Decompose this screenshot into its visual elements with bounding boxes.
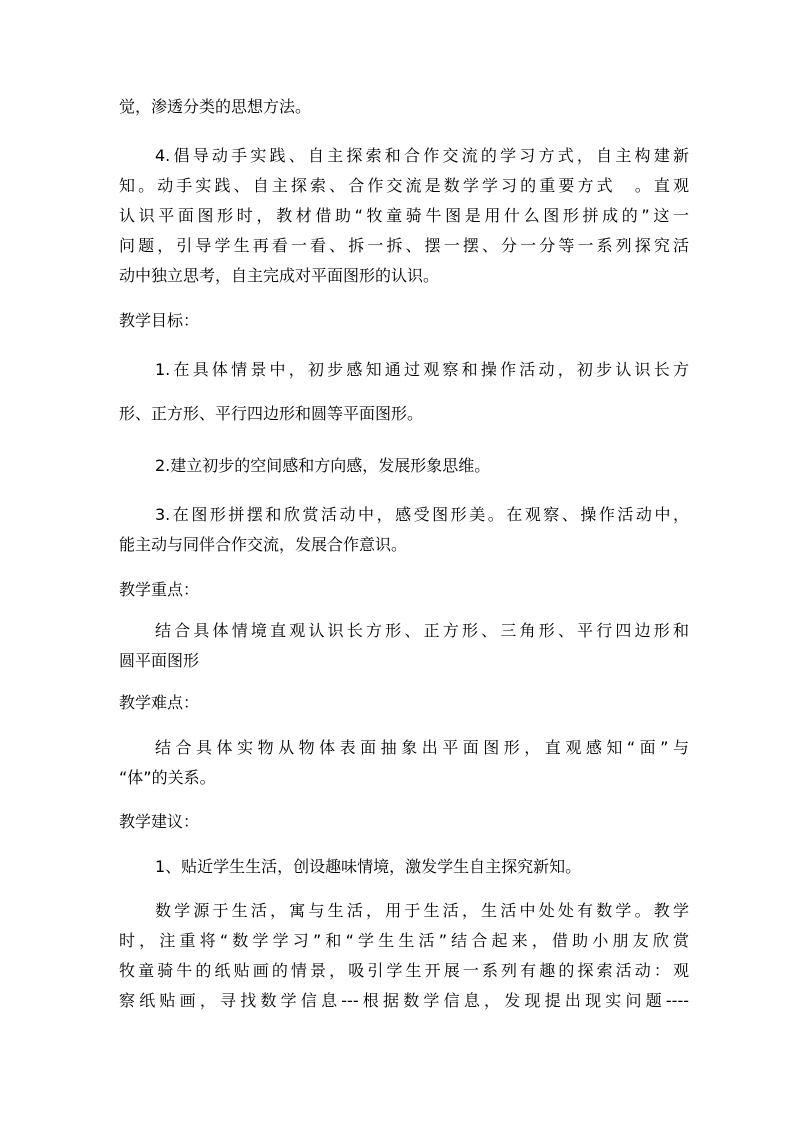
paragraph-line: 1.在具体情景中，初步感知通过观察和操作活动，初步认识长方 — [155, 360, 689, 379]
paragraph-line: “体”的关系。 — [119, 768, 216, 787]
paragraph-line: 3.在图形拼摆和欣赏活动中，感受图形美。在观察、操作活动中， — [155, 505, 689, 524]
section-heading: 教学难点： — [119, 693, 200, 712]
paragraph-line: 牧童骑牛的纸贴画的情景，吸引学生开展一系列有趣的探索活动：观 — [119, 961, 689, 980]
paragraph-line: 时，注重将“数学学习”和“学生生活”结合起来，借助小朋友欣赏 — [119, 931, 689, 950]
paragraph-line: 认识平面图形时，教材借助“牧童骑牛图是用什么图形拼成的”这一 — [119, 206, 689, 225]
section-heading: 教学建议： — [119, 812, 200, 831]
paragraph-line: 察纸贴画，寻找数学信息---根据数学信息，发现提出现实问题---- — [119, 991, 689, 1010]
paragraph-line: 数学源于生活，寓与生活，用于生活，生活中处处有数学。教学 — [155, 901, 689, 920]
paragraph-line: 知。动手实践、自主探索、合作交流是数学学习的重要方式 。直观 — [119, 176, 689, 195]
section-heading: 教学重点： — [119, 580, 200, 599]
text-line: 觉，渗透分类的思想方法。 — [119, 97, 312, 116]
paragraph-line: 问题，引导学生再看一看、拆一拆、摆一摆、分一分等一系列探究活 — [119, 236, 689, 255]
paragraph-line: 1、贴近学生生活，创设趣味情境，激发学生自主探究新知。 — [155, 857, 582, 876]
paragraph-line: 动中独立思考，自主完成对平面图形的认识。 — [119, 266, 440, 285]
paragraph-line: 4.倡导动手实践、自主探索和合作交流的学习方式，自主构建新 — [155, 146, 689, 165]
paragraph-line: 能主动与同伴合作交流，发展合作意识。 — [119, 535, 408, 554]
section-heading: 教学目标： — [119, 311, 200, 330]
paragraph-line: 形、正方形、平行四边形和圆等平面图形。 — [119, 404, 424, 423]
paragraph-line: 2.建立初步的空间感和方向感，发展形象思维。 — [155, 456, 491, 475]
paragraph-line: 结合具体情境直观认识长方形、正方形、三角形、平行四边形和 — [155, 621, 689, 640]
paragraph-line: 结合具体实物从物体表面抽象出平面图形，直观感知“面”与 — [155, 738, 689, 757]
paragraph-line: 圆平面图形 — [119, 651, 200, 670]
